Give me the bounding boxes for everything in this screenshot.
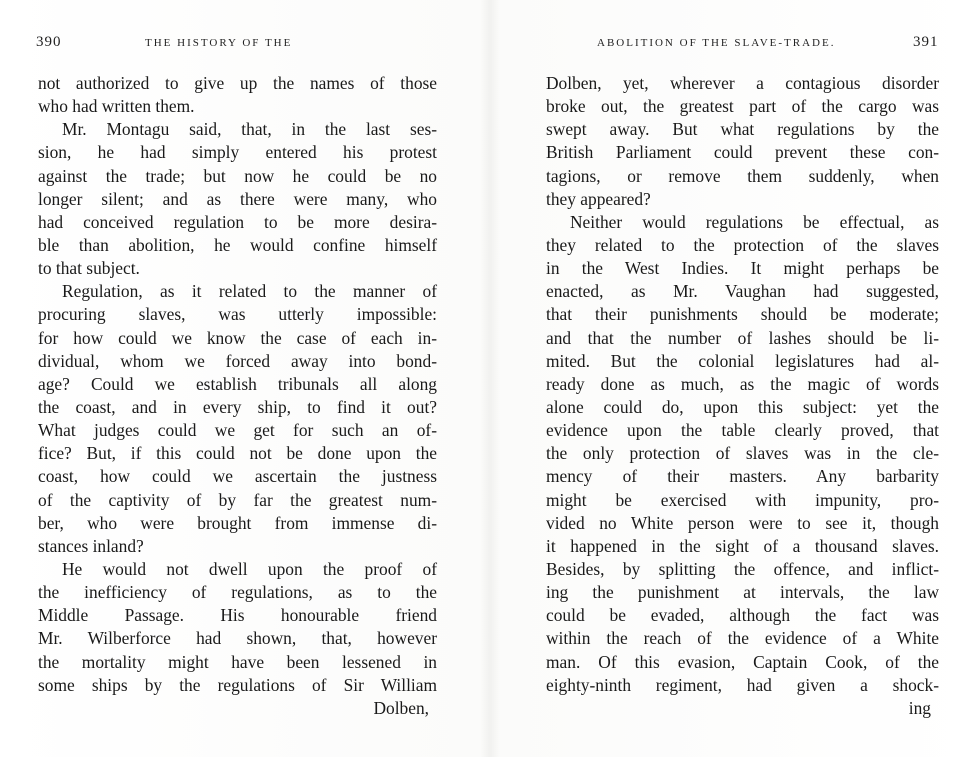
text-line: British Parliament could prevent these con- — [546, 142, 939, 163]
text-line: of the captivity of by far the greatest num- — [38, 489, 437, 510]
text-line: Neither would regulations be effectual, as — [570, 211, 939, 232]
text-line: tagions, or remove them suddenly, when — [546, 165, 939, 186]
right-page — [490, 0, 980, 757]
text-line: and that the number of lashes should be li- — [546, 327, 939, 348]
text-line: What judges could we get for such an of- — [38, 420, 437, 441]
text-line: Regulation, as it related to the manner of — [62, 281, 437, 302]
running-head: THE HISTORY OF THE — [145, 37, 293, 49]
text-line: Dolben, yet, wherever a contagious disorder — [546, 73, 939, 93]
catchword: Dolben, — [373, 697, 429, 718]
text-line: mited. But the colonial legislatures had al- — [546, 350, 939, 371]
text-line: longer silent; and as there were many, who — [38, 188, 437, 209]
text-line: stances inland? — [38, 535, 144, 556]
text-line: ready done as much, as the magic of words — [546, 373, 939, 394]
body-text — [546, 72, 939, 720]
text-lines — [546, 72, 939, 697]
text-line: the inefficiency of regulations, as to the — [38, 582, 437, 603]
text-line: He would not dwell upon the proof of — [62, 558, 437, 579]
body-text — [38, 72, 437, 720]
text-line: in the West Indies. It might perhaps be — [546, 258, 939, 279]
text-line: within the reach of the evidence of a White — [546, 628, 939, 649]
page-number: 391 — [913, 34, 939, 50]
text-line: against the trade; but now he could be no — [38, 165, 437, 186]
text-line: vided no White person were to see it, though — [546, 512, 939, 533]
text-line: it happened in the sight of a thousand slaves. — [546, 535, 939, 556]
text-line: swept away. But what regulations by the — [546, 119, 939, 140]
catchword: ing — [908, 697, 931, 718]
text-line: to that subject. — [38, 258, 140, 279]
text-line: the only protection of slaves was in the cle- — [546, 443, 939, 464]
text-line: mency of their masters. Any barbarity — [546, 466, 939, 487]
text-line: ber, who were brought from immense di- — [38, 512, 437, 533]
text-line: ing the punishment at intervals, the law — [546, 582, 939, 603]
text-line: they related to the protection of the slaves — [546, 234, 939, 255]
text-line: Mr. Montagu said, that, in the last ses- — [62, 119, 437, 140]
text-line: alone could do, upon this subject: yet the — [546, 396, 939, 417]
text-line: eighty-ninth regiment, had given a shock- — [546, 674, 939, 695]
text-line: Middle Passage. His honourable friend — [38, 605, 437, 626]
text-line: they appeared? — [546, 188, 651, 209]
text-lines — [38, 72, 437, 697]
text-line: dividual, whom we forced away into bond- — [38, 350, 437, 371]
text-line: Mr. Wilberforce had shown, that, however — [38, 628, 437, 649]
text-line: might be exercised with impunity, pro- — [546, 489, 939, 510]
running-head: ABOLITION OF THE SLAVE-TRADE. — [597, 37, 836, 49]
text-line: evidence upon the table clearly proved, that — [546, 420, 939, 441]
text-line: man. Of this evasion, Captain Cook, of the — [546, 651, 939, 672]
text-line: age? Could we establish tribunals all along — [38, 373, 437, 394]
text-line: that their punishments should be moderate; — [546, 304, 939, 325]
text-line: coast, how could we ascertain the justness — [38, 466, 437, 487]
text-line: the mortality might have been lessened in — [38, 651, 437, 672]
text-line: some ships by the regulations of Sir William — [38, 674, 437, 695]
text-line: Besides, by splitting the offence, and inflict- — [546, 558, 939, 579]
text-line: fice? But, if this could not be done upon the — [38, 443, 437, 464]
page-number: 390 — [36, 34, 62, 50]
text-line: for how could we know the case of each in- — [38, 327, 437, 348]
text-line: not authorized to give up the names of those — [38, 73, 437, 93]
text-line: the coast, and in every ship, to find it out? — [38, 396, 437, 417]
text-line: sion, he had simply entered his protest — [38, 142, 437, 163]
text-line: procuring slaves, was utterly impossible: — [38, 304, 437, 325]
text-line: broke out, the greatest part of the cargo was — [546, 96, 939, 117]
text-line: could be evaded, although the fact was — [546, 605, 939, 626]
text-line: ble than abolition, he would confine himself — [38, 234, 437, 255]
text-line: had conceived regulation to be more desira- — [38, 211, 437, 232]
text-line: who had written them. — [38, 96, 195, 117]
text-line: enacted, as Mr. Vaughan had suggested, — [546, 281, 939, 302]
